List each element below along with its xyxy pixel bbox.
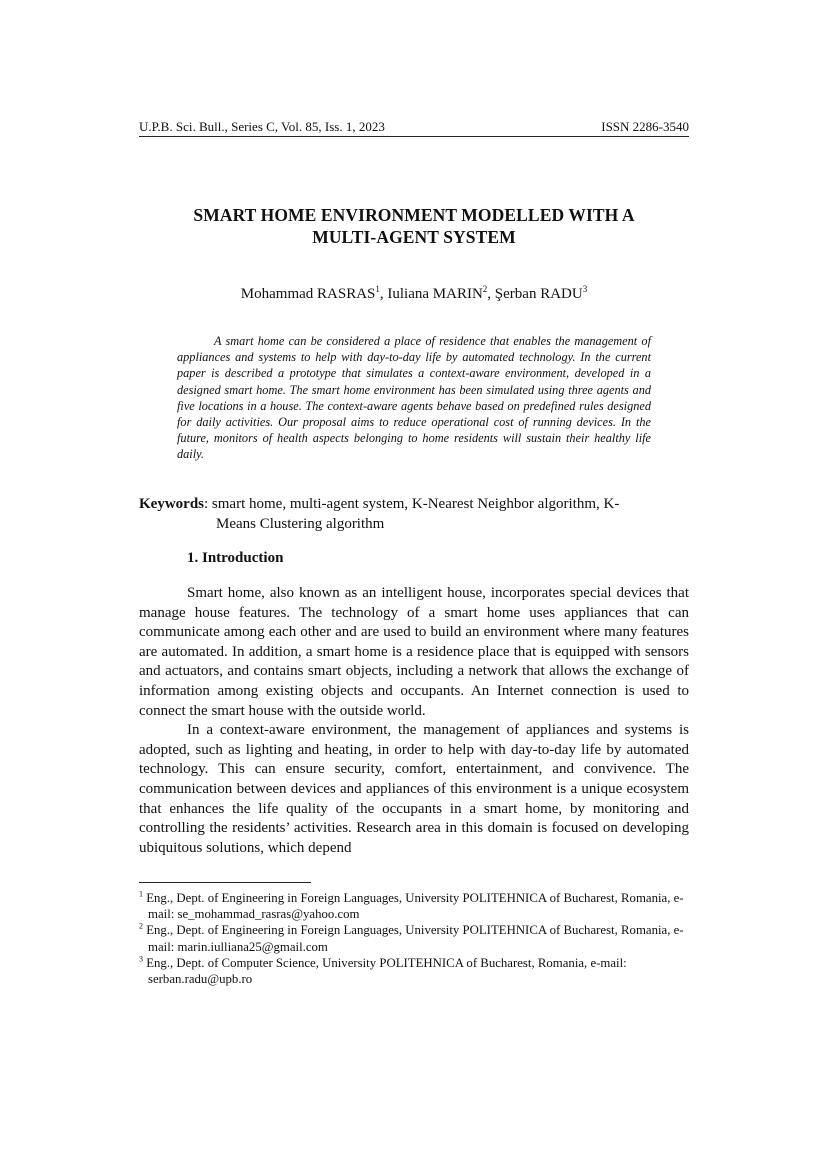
author-list: Mohammad RASRAS$^1$, Iuliana MARIN$^2$, Şerban RADU$^3$ bbox=[240, 284, 588, 302]
abstract: A smart home can be considered a place of residence that enables the management of appliances and systems to help with day-to-day life by automated technology. In the current paper is described a prototype that simulates a context-aware environment, developed in a designed smart home. The smart home environment has been simulated using three agents and five locations in a house. The context-aware agents behave based on predefined rules designed for daily activities. Our proposal aims to reduce operational cost of running devices. In the future, monitors of health aspects belonging to home residents will sustain their healthy life daily. bbox=[177, 334, 651, 462]
author-affiliation-mark: 3 bbox=[582, 284, 588, 294]
paper-title bbox=[139, 204, 689, 248]
title-line-2: MULTI-AGENT SYSTEM bbox=[312, 227, 516, 247]
author-name: Şerban RADU bbox=[494, 286, 583, 302]
footnote-text: Eng., Dept. of Computer Science, University POLITEHNICA of Bucharest, Romania, e-mail: serban.radu@upb.ro bbox=[146, 955, 627, 987]
author-name: Iuliana MARIN bbox=[387, 286, 483, 302]
footnote-mark: 3 bbox=[139, 954, 143, 964]
title-line-1: SMART HOME ENVIRONMENT MODELLED WITH A bbox=[193, 205, 635, 225]
section-body bbox=[139, 584, 689, 858]
author-affiliation-mark: 2 bbox=[482, 284, 488, 294]
keywords-label: Keywords bbox=[139, 496, 204, 512]
footnote-text: Eng., Dept. of Engineering in Foreign Languages, University POLITEHNICA of Bucharest, Romania, e-mail: marin.iulliana25@gmail.com bbox=[146, 923, 684, 954]
body-paragraph: Smart home, also known as an intelligent house, incorporates special devices that manage house features. The technology of a smart home uses appliances that can communicate among each other and are used to build an environment where many features are automated. In addition, a smart home is a residence place that is equipped with sensors and actuators, and contains smart objects, including a network that allows the exchange of information among existing objects and occupants. An Internet connection is used to connect the smart house with the outside world. bbox=[139, 585, 689, 719]
keywords-line-1: smart home, multi-agent system, K-Nearest Neighbor algorithm, K- bbox=[211, 496, 620, 512]
footnote bbox=[139, 922, 689, 954]
issn-label: ISSN 2286-3540 bbox=[601, 119, 689, 134]
keywords-line-2: Means Clustering algorithm bbox=[216, 516, 385, 532]
footnote-text: Eng., Dept. of Engineering in Foreign Languages, University POLITEHNICA of Bucharest, Romania, e-mail: se_mohammad_rasras@yahoo.com bbox=[146, 891, 684, 922]
body-paragraph: In a context-aware environment, the management of appliances and systems is adopted, such as lighting and heating, in order to help with day-to-day life by automated technology. This can ensure security, comfort, entertainment, and convivence. The communication between devices and appliances of this environment is a unique ecosystem that enhances the life quality of the occupants in a smart home, by monitoring and controlling the residents’ activities. Research area in this domain is focused on developing ubiquitous solutions, which depend bbox=[139, 722, 689, 856]
section-heading: 1. Introduction bbox=[187, 550, 284, 566]
footnote-separator bbox=[139, 882, 311, 883]
author-affiliation-mark: 1 bbox=[375, 284, 380, 294]
footnote bbox=[139, 955, 689, 987]
author-name: Mohammad RASRAS bbox=[240, 286, 376, 302]
footnote-mark: 1 bbox=[139, 889, 143, 899]
footnotes bbox=[139, 890, 689, 987]
keywords-block: Keywords: smart home, multi-agent system, K-Nearest Neighbor algorithm, K- Means Clustering algorithm bbox=[139, 494, 689, 534]
footnote-mark: 2 bbox=[139, 922, 143, 932]
footnote bbox=[139, 890, 689, 922]
running-header bbox=[139, 119, 689, 137]
journal-citation: U.P.B. Sci. Bull., Series C, Vol. 85, Iss. 1, 2023 bbox=[139, 119, 385, 134]
